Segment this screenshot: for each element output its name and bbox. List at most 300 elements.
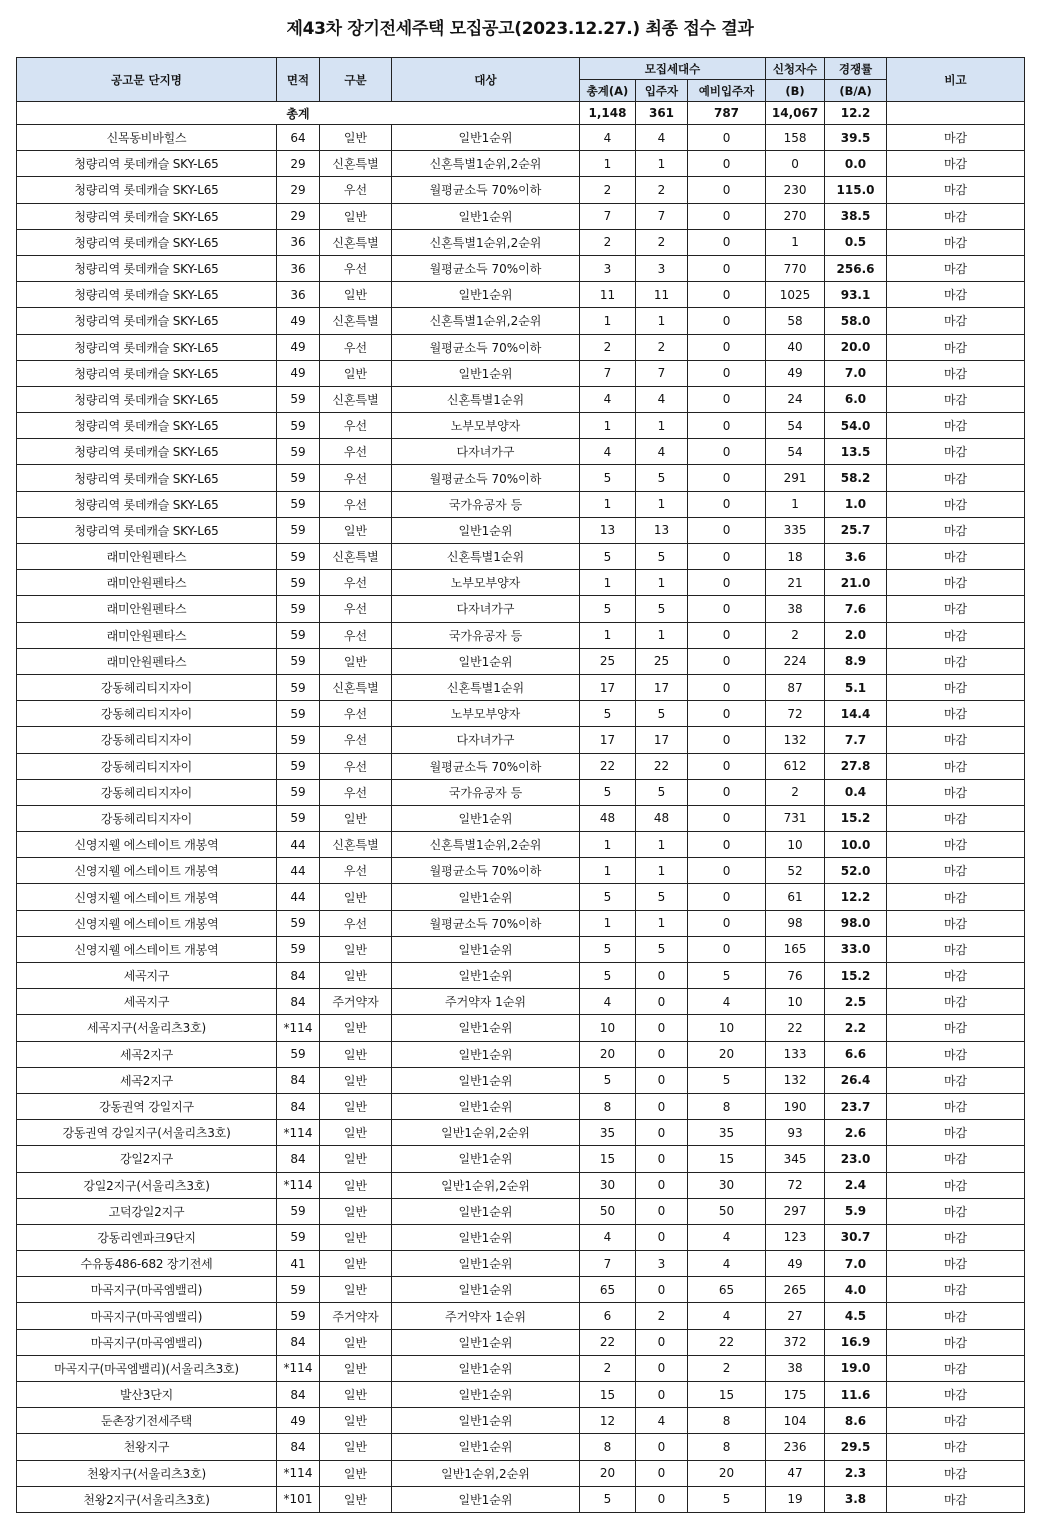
cell-resident: 0 [636, 1277, 688, 1303]
cell-total-a: 48 [580, 805, 636, 831]
cell-target: 일반1순위 [392, 1224, 580, 1250]
table-row [17, 884, 1025, 910]
cell-reserve: 0 [688, 727, 766, 753]
cell-reserve: 0 [688, 517, 766, 543]
cell-category: 일반 [320, 1329, 392, 1355]
cell-category: 우선 [320, 413, 392, 439]
cell-complex-name: 마곡지구(마곡엠밸리) [17, 1277, 277, 1303]
cell-area: *114 [277, 1015, 320, 1041]
cell-note: 마감 [887, 701, 1025, 727]
cell-resident: 5 [636, 936, 688, 962]
cell-note: 마감 [887, 413, 1025, 439]
cell-resident: 13 [636, 517, 688, 543]
cell-note: 마감 [887, 727, 1025, 753]
cell-reserve: 35 [688, 1120, 766, 1146]
cell-applicants: 38 [766, 596, 825, 622]
cell-complex-name: 천왕2지구(서울리츠3호) [17, 1486, 277, 1512]
cell-reserve: 0 [688, 334, 766, 360]
cell-category: 신혼특별 [320, 151, 392, 177]
table-row [17, 1355, 1025, 1381]
cell-reserve: 20 [688, 1460, 766, 1486]
cell-applicants: 58 [766, 308, 825, 334]
cell-ratio: 2.3 [825, 1460, 887, 1486]
cell-ratio: 7.0 [825, 1251, 887, 1277]
cell-complex-name: 청량리역 롯데캐슬 SKY-L65 [17, 517, 277, 543]
cell-category: 신혼특별 [320, 674, 392, 700]
cell-reserve: 0 [688, 203, 766, 229]
results-table [16, 57, 1025, 1513]
cell-resident: 0 [636, 963, 688, 989]
cell-category: 일반 [320, 1067, 392, 1093]
cell-applicants: 98 [766, 910, 825, 936]
cell-total-a: 50 [580, 1198, 636, 1224]
cell-applicants: 72 [766, 1172, 825, 1198]
cell-resident: 0 [636, 1224, 688, 1250]
cell-reserve: 0 [688, 936, 766, 962]
total-ratio: 12.2 [825, 102, 887, 125]
page-title: 제43차 장기전세주택 모집공고(2023.12.27.) 최종 접수 결과 [286, 19, 754, 39]
cell-category: 일반 [320, 1041, 392, 1067]
cell-ratio: 14.4 [825, 701, 887, 727]
cell-applicants: 133 [766, 1041, 825, 1067]
total-section [17, 102, 1025, 125]
table-row [17, 308, 1025, 334]
cell-complex-name: 고덕강일2지구 [17, 1198, 277, 1224]
cell-category: 우선 [320, 465, 392, 491]
cell-category: 일반 [320, 1355, 392, 1381]
cell-applicants: 2 [766, 622, 825, 648]
cell-target: 국가유공자 등 [392, 779, 580, 805]
cell-total-a: 12 [580, 1408, 636, 1434]
cell-applicants: 54 [766, 413, 825, 439]
cell-applicants: 18 [766, 544, 825, 570]
cell-total-a: 8 [580, 1434, 636, 1460]
cell-total-a: 5 [580, 1486, 636, 1512]
cell-area: 49 [277, 1408, 320, 1434]
cell-target: 주거약자 1순위 [392, 1303, 580, 1329]
cell-note: 마감 [887, 1224, 1025, 1250]
cell-total-a: 5 [580, 544, 636, 570]
cell-reserve: 5 [688, 1067, 766, 1093]
cell-total-a: 2 [580, 1355, 636, 1381]
total-applicants: 14,067 [766, 102, 825, 125]
cell-total-a: 4 [580, 989, 636, 1015]
cell-area: 49 [277, 308, 320, 334]
cell-area: 84 [277, 963, 320, 989]
cell-ratio: 15.2 [825, 963, 887, 989]
cell-target: 일반1순위 [392, 517, 580, 543]
cell-complex-name: 강동헤리티지자이 [17, 753, 277, 779]
cell-ratio: 7.7 [825, 727, 887, 753]
cell-applicants: 132 [766, 1067, 825, 1093]
cell-total-a: 1 [580, 910, 636, 936]
cell-applicants: 335 [766, 517, 825, 543]
cell-resident: 0 [636, 1093, 688, 1119]
cell-area: 59 [277, 1198, 320, 1224]
cell-ratio: 256.6 [825, 255, 887, 281]
table-row [17, 805, 1025, 831]
cell-applicants: 22 [766, 1015, 825, 1041]
cell-note: 마감 [887, 884, 1025, 910]
cell-ratio: 2.4 [825, 1172, 887, 1198]
cell-category: 우선 [320, 596, 392, 622]
header-total-a: 총계(A) [580, 80, 636, 102]
cell-ratio: 7.0 [825, 360, 887, 386]
cell-resident: 5 [636, 701, 688, 727]
cell-total-a: 10 [580, 1015, 636, 1041]
cell-total-a: 2 [580, 177, 636, 203]
cell-complex-name: 청량리역 롯데캐슬 SKY-L65 [17, 177, 277, 203]
cell-total-a: 5 [580, 596, 636, 622]
table-row [17, 1460, 1025, 1486]
cell-note: 마감 [887, 1329, 1025, 1355]
cell-complex-name: 천왕지구 [17, 1434, 277, 1460]
header-applicants: 신청자수 [766, 58, 825, 80]
cell-applicants: 47 [766, 1460, 825, 1486]
cell-category: 주거약자 [320, 989, 392, 1015]
cell-reserve: 0 [688, 413, 766, 439]
table-row [17, 570, 1025, 596]
table-row [17, 1172, 1025, 1198]
table-row [17, 622, 1025, 648]
cell-complex-name: 청량리역 롯데캐슬 SKY-L65 [17, 386, 277, 412]
cell-target: 일반1순위 [392, 1355, 580, 1381]
cell-note: 마감 [887, 936, 1025, 962]
table-row [17, 544, 1025, 570]
cell-area: *114 [277, 1120, 320, 1146]
table-row [17, 1408, 1025, 1434]
cell-total-a: 5 [580, 779, 636, 805]
cell-ratio: 26.4 [825, 1067, 887, 1093]
cell-reserve: 15 [688, 1382, 766, 1408]
cell-reserve: 30 [688, 1172, 766, 1198]
cell-total-a: 3 [580, 255, 636, 281]
header-ratio-ba: (B/A) [825, 80, 887, 102]
cell-ratio: 25.7 [825, 517, 887, 543]
cell-applicants: 731 [766, 805, 825, 831]
header-complex: 공고문 단지명 [17, 58, 277, 102]
cell-target: 신혼특별1순위,2순위 [392, 229, 580, 255]
cell-applicants: 10 [766, 989, 825, 1015]
cell-complex-name: 강동헤리티지자이 [17, 805, 277, 831]
cell-resident: 3 [636, 1251, 688, 1277]
cell-category: 우선 [320, 858, 392, 884]
cell-target: 월평균소득 70%이하 [392, 334, 580, 360]
cell-applicants: 52 [766, 858, 825, 884]
cell-category: 신혼특별 [320, 832, 392, 858]
cell-complex-name: 래미안원펜타스 [17, 544, 277, 570]
cell-total-a: 8 [580, 1093, 636, 1119]
cell-applicants: 40 [766, 334, 825, 360]
cell-resident: 3 [636, 255, 688, 281]
cell-applicants: 372 [766, 1329, 825, 1355]
cell-reserve: 4 [688, 1251, 766, 1277]
cell-area: *114 [277, 1355, 320, 1381]
cell-ratio: 4.5 [825, 1303, 887, 1329]
cell-area: 59 [277, 622, 320, 648]
cell-total-a: 5 [580, 465, 636, 491]
cell-area: 36 [277, 255, 320, 281]
cell-category: 신혼특별 [320, 308, 392, 334]
cell-total-a: 20 [580, 1041, 636, 1067]
cell-category: 일반 [320, 203, 392, 229]
cell-applicants: 612 [766, 753, 825, 779]
cell-ratio: 6.6 [825, 1041, 887, 1067]
cell-reserve: 10 [688, 1015, 766, 1041]
cell-applicants: 49 [766, 360, 825, 386]
cell-area: 64 [277, 125, 320, 151]
cell-target: 일반1순위 [392, 1015, 580, 1041]
cell-resident: 0 [636, 1015, 688, 1041]
cell-reserve: 0 [688, 570, 766, 596]
cell-area: 59 [277, 517, 320, 543]
cell-ratio: 1.0 [825, 491, 887, 517]
cell-ratio: 5.1 [825, 674, 887, 700]
cell-applicants: 21 [766, 570, 825, 596]
cell-category: 일반 [320, 884, 392, 910]
cell-ratio: 0.0 [825, 151, 887, 177]
table-row [17, 255, 1025, 281]
cell-resident: 4 [636, 125, 688, 151]
cell-category: 일반 [320, 1382, 392, 1408]
cell-category: 일반 [320, 282, 392, 308]
total-label: 총계 [17, 102, 580, 125]
cell-target: 월평균소득 70%이하 [392, 910, 580, 936]
cell-area: 59 [277, 701, 320, 727]
cell-reserve: 8 [688, 1434, 766, 1460]
cell-note: 마감 [887, 1434, 1025, 1460]
cell-note: 마감 [887, 360, 1025, 386]
data-rows [17, 125, 1025, 1513]
table-row [17, 203, 1025, 229]
cell-reserve: 0 [688, 177, 766, 203]
cell-category: 우선 [320, 727, 392, 753]
cell-area: 59 [277, 596, 320, 622]
cell-applicants: 87 [766, 674, 825, 700]
cell-complex-name: 신목동비바힐스 [17, 125, 277, 151]
cell-resident: 0 [636, 1146, 688, 1172]
cell-target: 월평균소득 70%이하 [392, 465, 580, 491]
cell-total-a: 5 [580, 884, 636, 910]
cell-complex-name: 신영지웰 에스테이트 개봉역 [17, 858, 277, 884]
cell-category: 일반 [320, 1120, 392, 1146]
cell-area: 59 [277, 491, 320, 517]
cell-note: 마감 [887, 674, 1025, 700]
cell-area: 29 [277, 203, 320, 229]
cell-complex-name: 강동헤리티지자이 [17, 674, 277, 700]
cell-resident: 2 [636, 334, 688, 360]
cell-area: *101 [277, 1486, 320, 1512]
cell-target: 다자녀가구 [392, 727, 580, 753]
cell-complex-name: 청량리역 롯데캐슬 SKY-L65 [17, 465, 277, 491]
cell-category: 우선 [320, 622, 392, 648]
table-row [17, 701, 1025, 727]
table-row [17, 753, 1025, 779]
cell-target: 주거약자 1순위 [392, 989, 580, 1015]
cell-category: 우선 [320, 439, 392, 465]
cell-resident: 7 [636, 360, 688, 386]
cell-resident: 0 [636, 1434, 688, 1460]
table-row [17, 1486, 1025, 1512]
cell-area: 59 [277, 727, 320, 753]
cell-applicants: 165 [766, 936, 825, 962]
cell-reserve: 5 [688, 963, 766, 989]
cell-target: 일반1순위 [392, 1198, 580, 1224]
cell-total-a: 13 [580, 517, 636, 543]
cell-target: 월평균소득 70%이하 [392, 177, 580, 203]
cell-target: 일반1순위 [392, 1329, 580, 1355]
cell-complex-name: 강동헤리티지자이 [17, 701, 277, 727]
cell-applicants: 27 [766, 1303, 825, 1329]
cell-note: 마감 [887, 282, 1025, 308]
cell-target: 국가유공자 등 [392, 491, 580, 517]
cell-target: 월평균소득 70%이하 [392, 858, 580, 884]
cell-applicants: 19 [766, 1486, 825, 1512]
table-row [17, 596, 1025, 622]
cell-complex-name: 마곡지구(마곡엠밸리) [17, 1329, 277, 1355]
cell-area: 59 [277, 805, 320, 831]
cell-resident: 0 [636, 989, 688, 1015]
cell-reserve: 20 [688, 1041, 766, 1067]
header-resident: 입주자 [636, 80, 688, 102]
cell-target: 노부모부양자 [392, 570, 580, 596]
cell-applicants: 104 [766, 1408, 825, 1434]
cell-resident: 1 [636, 910, 688, 936]
cell-reserve: 0 [688, 884, 766, 910]
cell-total-a: 7 [580, 360, 636, 386]
cell-area: 44 [277, 884, 320, 910]
cell-applicants: 158 [766, 125, 825, 151]
cell-ratio: 3.6 [825, 544, 887, 570]
cell-note: 마감 [887, 334, 1025, 360]
cell-total-a: 22 [580, 753, 636, 779]
cell-resident: 22 [636, 753, 688, 779]
cell-reserve: 0 [688, 779, 766, 805]
cell-applicants: 132 [766, 727, 825, 753]
cell-area: 44 [277, 832, 320, 858]
cell-category: 우선 [320, 753, 392, 779]
cell-target: 다자녀가구 [392, 596, 580, 622]
cell-note: 마감 [887, 1303, 1025, 1329]
header-recruit: 모집세대수 [580, 58, 766, 80]
cell-applicants: 93 [766, 1120, 825, 1146]
cell-total-a: 1 [580, 151, 636, 177]
table-row [17, 858, 1025, 884]
cell-applicants: 1 [766, 229, 825, 255]
cell-reserve: 0 [688, 596, 766, 622]
cell-complex-name: 강일2지구 [17, 1146, 277, 1172]
cell-total-a: 30 [580, 1172, 636, 1198]
cell-total-a: 5 [580, 1067, 636, 1093]
cell-target: 일반1순위 [392, 1067, 580, 1093]
cell-area: 59 [277, 544, 320, 570]
cell-ratio: 8.9 [825, 648, 887, 674]
cell-target: 신혼특별1순위,2순위 [392, 151, 580, 177]
cell-note: 마감 [887, 229, 1025, 255]
table-row [17, 779, 1025, 805]
cell-applicants: 175 [766, 1382, 825, 1408]
cell-resident: 0 [636, 1382, 688, 1408]
cell-area: 59 [277, 936, 320, 962]
cell-area: *114 [277, 1460, 320, 1486]
cell-note: 마감 [887, 753, 1025, 779]
cell-note: 마감 [887, 1382, 1025, 1408]
cell-applicants: 61 [766, 884, 825, 910]
table-row [17, 229, 1025, 255]
cell-total-a: 4 [580, 125, 636, 151]
table-row [17, 151, 1025, 177]
cell-area: 59 [277, 674, 320, 700]
cell-reserve: 4 [688, 1303, 766, 1329]
header-applicants-b: (B) [766, 80, 825, 102]
cell-area: 59 [277, 779, 320, 805]
table-header [17, 58, 1025, 102]
table-row [17, 334, 1025, 360]
cell-target: 일반1순위,2순위 [392, 1120, 580, 1146]
cell-area: 49 [277, 360, 320, 386]
cell-resident: 17 [636, 727, 688, 753]
cell-total-a: 4 [580, 386, 636, 412]
cell-area: 59 [277, 1277, 320, 1303]
cell-complex-name: 청량리역 롯데캐슬 SKY-L65 [17, 491, 277, 517]
table-row [17, 936, 1025, 962]
cell-target: 일반1순위 [392, 125, 580, 151]
cell-applicants: 236 [766, 1434, 825, 1460]
cell-total-a: 20 [580, 1460, 636, 1486]
cell-resident: 48 [636, 805, 688, 831]
cell-resident: 2 [636, 229, 688, 255]
cell-area: 84 [277, 1329, 320, 1355]
cell-reserve: 0 [688, 386, 766, 412]
cell-ratio: 3.8 [825, 1486, 887, 1512]
cell-ratio: 0.4 [825, 779, 887, 805]
table-row [17, 1303, 1025, 1329]
header-ratio: 경쟁률 [825, 58, 887, 80]
cell-complex-name: 세곡지구(서울리츠3호) [17, 1015, 277, 1041]
cell-ratio: 2.0 [825, 622, 887, 648]
cell-note: 마감 [887, 910, 1025, 936]
cell-category: 일반 [320, 360, 392, 386]
cell-complex-name: 세곡지구 [17, 989, 277, 1015]
cell-complex-name: 청량리역 롯데캐슬 SKY-L65 [17, 203, 277, 229]
cell-ratio: 2.5 [825, 989, 887, 1015]
table-row [17, 386, 1025, 412]
cell-ratio: 7.6 [825, 596, 887, 622]
cell-note: 마감 [887, 1277, 1025, 1303]
cell-target: 월평균소득 70%이하 [392, 255, 580, 281]
cell-ratio: 29.5 [825, 1434, 887, 1460]
cell-complex-name: 래미안원펜타스 [17, 622, 277, 648]
cell-category: 일반 [320, 1251, 392, 1277]
table-row [17, 177, 1025, 203]
cell-note: 마감 [887, 779, 1025, 805]
cell-reserve: 0 [688, 648, 766, 674]
cell-reserve: 50 [688, 1198, 766, 1224]
cell-applicants: 1025 [766, 282, 825, 308]
cell-total-a: 65 [580, 1277, 636, 1303]
cell-target: 일반1순위 [392, 1382, 580, 1408]
cell-reserve: 0 [688, 622, 766, 648]
cell-category: 일반 [320, 936, 392, 962]
cell-applicants: 345 [766, 1146, 825, 1172]
cell-target: 일반1순위 [392, 203, 580, 229]
cell-area: 41 [277, 1251, 320, 1277]
cell-reserve: 22 [688, 1329, 766, 1355]
cell-ratio: 10.0 [825, 832, 887, 858]
cell-ratio: 11.6 [825, 1382, 887, 1408]
cell-reserve: 0 [688, 308, 766, 334]
cell-complex-name: 청량리역 롯데캐슬 SKY-L65 [17, 308, 277, 334]
